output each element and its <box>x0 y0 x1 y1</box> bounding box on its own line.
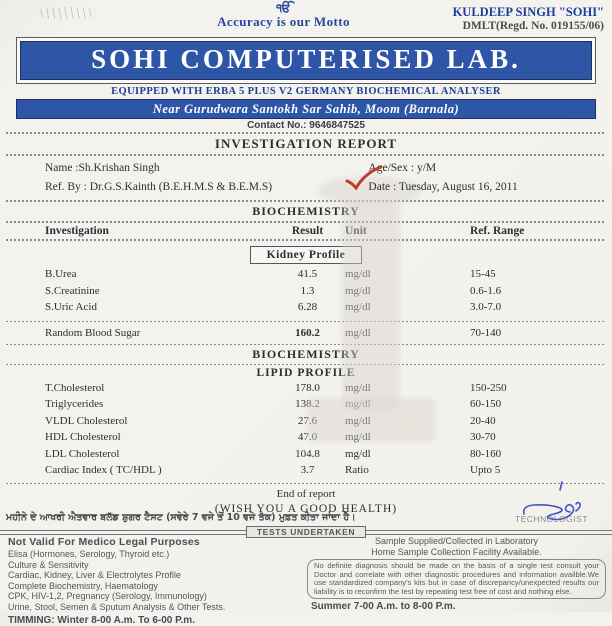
winter-timing: TIMMING: Winter 8-00 A.m. To 6-00 P.m. <box>8 614 195 626</box>
row-ref-range: 15-45 <box>470 268 496 280</box>
row-ref-range: 60-150 <box>470 398 502 410</box>
disclaimer-box: No definite diagnosis should be made on the basis of a single test consult your Doctor and correlate with other diagnostic procedures and information availble.We use standardized company's kits but in case of discrepancy/unexpected results our liability is to reconfirm the test by repeating test free of cost and nothing else. <box>307 559 606 599</box>
divider <box>6 132 606 134</box>
lab-name-banner <box>16 37 596 84</box>
test-item: Complete Biochemistry, Haematology <box>8 580 158 591</box>
row-unit: mg/dl <box>345 268 371 280</box>
address-text: Near Gurudwara Santokh Sar Sahib, Moom (Barnala) <box>152 102 460 116</box>
row-ref-range: 0.6-1.6 <box>470 284 502 297</box>
row-result: 3.7 <box>300 464 315 476</box>
owner-name: KULDEEP SINGH "SOHI" <box>452 5 604 19</box>
row-result: 27.6 <box>297 414 318 427</box>
row-ref-range: 70-140 <box>470 326 502 339</box>
summer-timing: Summer 7-00 A.m. to 8-00 P.m. <box>311 601 456 613</box>
contact-number: Contact No.: 9646847525 <box>247 120 365 131</box>
row-result: 104.8 <box>295 447 320 460</box>
kidney-profile-title: Kidney Profile <box>250 246 363 264</box>
scan-margin <box>8 3 178 36</box>
table-row <box>0 396 612 413</box>
row-investigation: Cardiac Index ( TC/HDL ) <box>45 464 162 476</box>
divider <box>6 344 606 345</box>
row-unit: mg/dl <box>345 431 371 443</box>
row-investigation: Triglycerides <box>45 398 104 410</box>
row-unit: mg/dl <box>345 301 371 313</box>
row-result: 160.2 <box>295 326 320 339</box>
not-valid-note: Not Valid For Medico Legal Purposes <box>8 536 200 548</box>
row-result: 138.2 <box>295 398 320 410</box>
row-result: 6.28 <box>297 301 318 313</box>
row-investigation: S.Creatinine <box>45 284 100 297</box>
row-investigation: S.Uric Acid <box>45 301 97 313</box>
row-result: 178.0 <box>295 381 320 394</box>
address-strip <box>16 99 596 119</box>
row-ref-range: 20-40 <box>470 414 496 427</box>
patient-name-line <box>45 159 358 178</box>
test-item: Urine, Stool, Semen & Sputum Analysis & Other Tests. <box>8 601 226 612</box>
table-row <box>0 446 612 463</box>
footer <box>0 536 612 626</box>
table-row <box>0 299 612 316</box>
sample-line-2: Home Sample Collection Facility Available. <box>371 546 542 557</box>
table-row <box>0 380 612 397</box>
test-item: Cardiac, Kidney, Liver & Electrolytes Profile <box>8 570 181 581</box>
lab-name-banner-inner <box>20 41 592 80</box>
divider <box>6 154 606 156</box>
technologist-label: TECHNOLOGIST <box>514 514 588 524</box>
row-unit: mg/dl <box>345 447 371 460</box>
technologist-signature <box>502 478 594 528</box>
col-unit: Unit <box>345 225 367 237</box>
col-result: Result <box>291 225 324 237</box>
test-item: CPK, HIV-1,2, Pregnancy (Serology, Immunology) <box>8 591 207 602</box>
section-title-biochemistry-1: BIOCHEMISTRY <box>252 204 360 218</box>
table-row <box>0 283 612 300</box>
row-ref-range: 3.0-7.0 <box>470 301 502 313</box>
owner-block <box>389 3 604 36</box>
col-ref-range: Ref. Range <box>470 225 525 237</box>
table-header <box>0 224 612 238</box>
letterhead-top <box>0 0 612 36</box>
table-row <box>0 266 612 283</box>
ek-onkar-icon: ੴ <box>276 1 291 15</box>
row-unit: mg/dl <box>345 284 371 297</box>
row-unit: mg/dl <box>345 414 371 427</box>
row-investigation: VLDL Cholesterol <box>45 414 128 427</box>
pen-mark <box>36 7 96 19</box>
row-unit: mg/dl <box>345 398 371 410</box>
row-investigation: B.Urea <box>45 268 77 280</box>
row-result: 41.5 <box>297 268 318 280</box>
divider <box>6 239 606 241</box>
ribbon-line <box>366 530 612 535</box>
row-ref-range: Upto 5 <box>470 464 501 476</box>
row-unit: Ratio <box>345 464 369 476</box>
name-label: Name : <box>45 162 79 174</box>
patient-info <box>0 157 612 199</box>
checkmark-icon <box>343 163 385 198</box>
row-ref-range: 80-160 <box>470 447 502 460</box>
motto-block <box>178 3 389 36</box>
row-result: 47.0 <box>297 431 318 443</box>
age-sex-line: Age/Sex : y/M <box>368 162 437 174</box>
punjabi-note: ਮਹੀਨੇ ਦੇ ਆਖਰੀ ਐਤਵਾਰ ਬਲੱਡ ਸ਼ੁਗਰ ਟੈਸਟ (ਸਵੇਰੇ 7 ਵਜੇ ਤੋਂ 10 ਵਜੇ ਤੱਕ) ਮੁਫ਼ਤ ਕੀਤਾ ਜਾਂਦਾ ਹੈ। <box>6 512 356 523</box>
row-ref-range: 30-70 <box>470 431 496 443</box>
sample-line-1: Sample Supplied/Collected in Laboratory <box>374 536 539 546</box>
lipid-profile-title: LIPID PROFILE <box>256 366 356 379</box>
kidney-rows <box>0 266 612 316</box>
wish-line: (WISH YOU A GOOD HEALTH) <box>214 502 398 515</box>
divider <box>6 221 606 223</box>
motto-text: Accuracy is our Motto <box>217 14 350 29</box>
ribbon-line <box>0 530 246 535</box>
col-investigation: Investigation <box>45 225 109 237</box>
table-row-random-blood-sugar <box>0 323 612 343</box>
test-item: Culture & Sensitivity <box>8 559 89 570</box>
divider <box>6 364 606 365</box>
ref-by-line: Ref. By : Dr.G.S.Kainth (B.E.H.M.S & B.E.M.S) <box>45 181 273 193</box>
row-investigation: Random Blood Sugar <box>45 326 141 339</box>
divider <box>6 321 606 322</box>
divider <box>6 200 606 202</box>
row-unit: mg/dl <box>345 381 371 394</box>
date-line: Date : Tuesday, August 16, 2011 <box>368 181 518 193</box>
owner-registration: DMLT(Regd. No. 019155/06) <box>462 20 604 32</box>
section-title-biochemistry-2: BIOCHEMISTRY <box>252 346 360 361</box>
table-row <box>0 462 612 479</box>
row-investigation: HDL Cholesterol <box>45 431 121 443</box>
lab-name: SOHI COMPUTERISED LAB. <box>91 44 521 74</box>
signature-block <box>484 478 594 524</box>
row-result: 1.3 <box>300 284 315 297</box>
footer-right <box>303 536 612 626</box>
table-row <box>0 413 612 430</box>
row-ref-range: 150-250 <box>470 381 507 394</box>
tests-list <box>8 549 303 613</box>
test-item: Elisa (Hormones, Serology, Thyroid etc.) <box>8 549 170 559</box>
tests-undertaken-label: TESTS UNDERTAKEN <box>246 526 366 538</box>
footer-left <box>0 536 303 626</box>
table-row <box>0 429 612 446</box>
end-of-report: End of report <box>276 487 336 500</box>
row-investigation: LDL Cholesterol <box>45 447 120 460</box>
name-value: Sh.Krishan Singh <box>78 162 160 174</box>
report-title: INVESTIGATION REPORT <box>214 136 398 151</box>
equipment-line: EQUIPPED WITH ERBA 5 PLUS V2 GERMANY BIOCHEMICAL ANALYSER <box>111 86 501 97</box>
lipid-rows <box>0 380 612 479</box>
row-investigation: T.Cholesterol <box>45 381 105 394</box>
row-unit: mg/dl <box>345 326 371 339</box>
